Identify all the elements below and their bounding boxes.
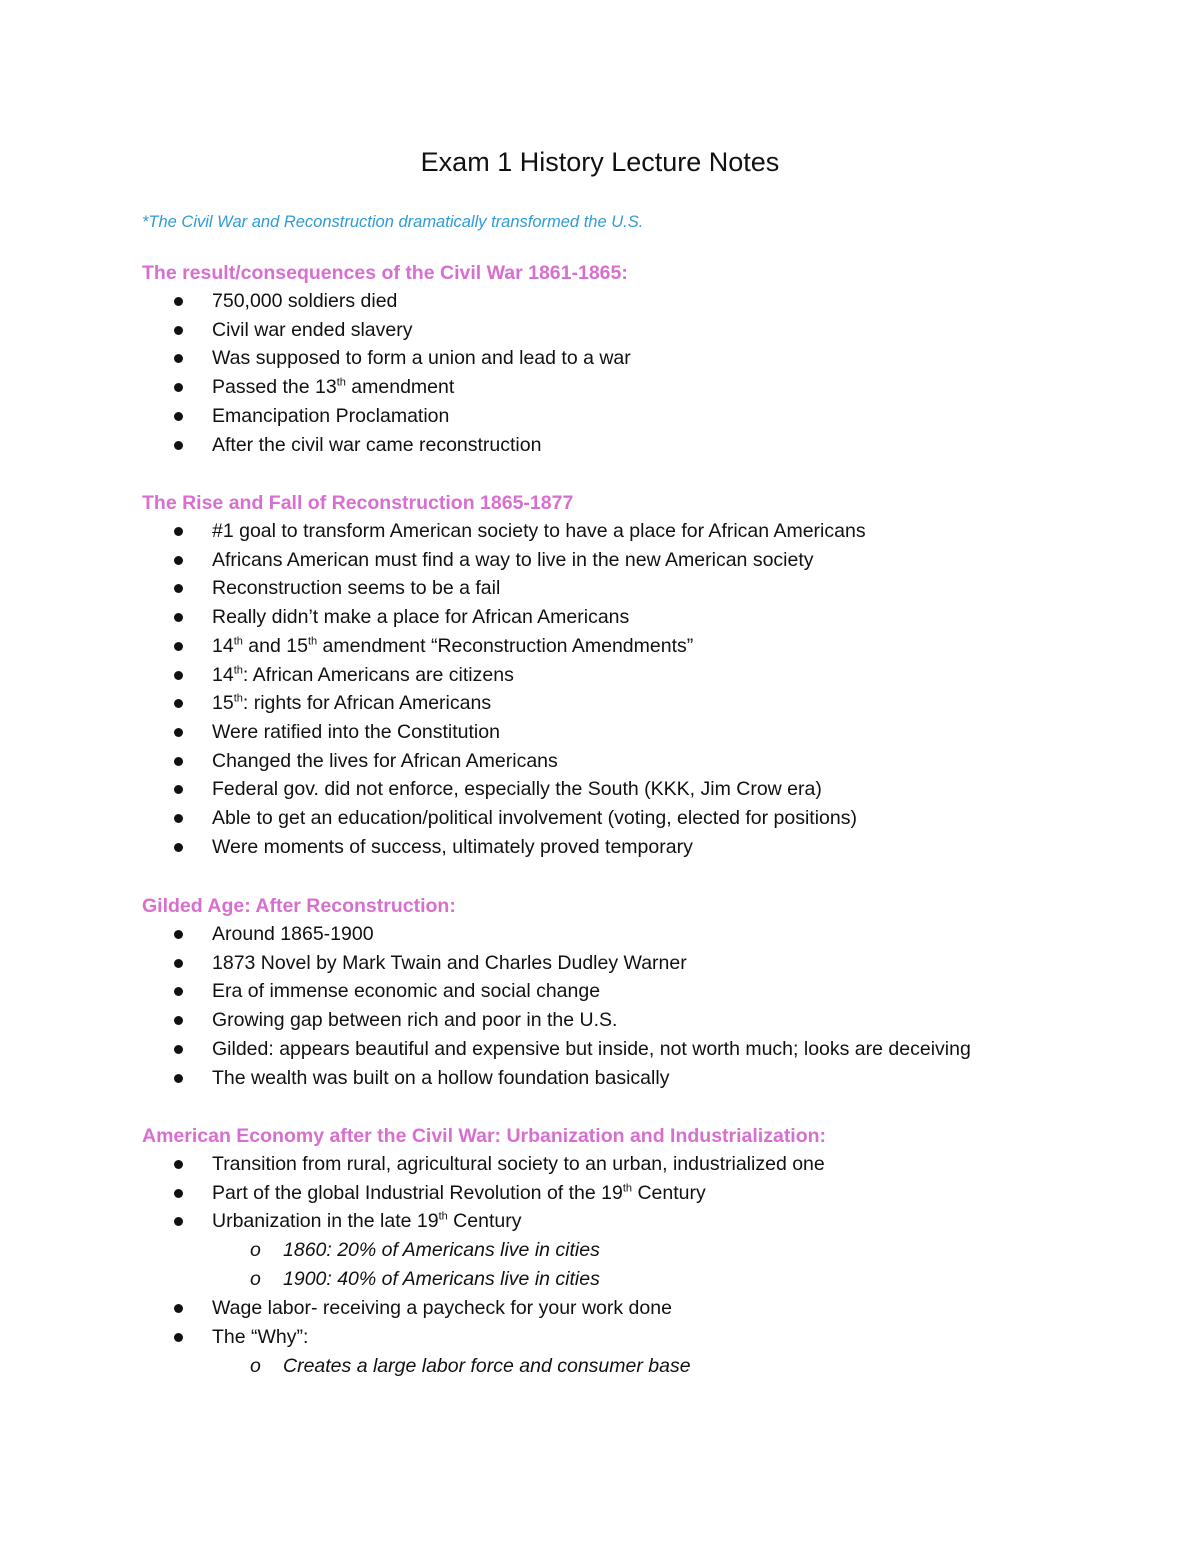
- section-civil-war-consequences: [142, 259, 1172, 459]
- list-item: Gilded: appears beautiful and expensive but inside, not worth much; looks are deceiving: [142, 1035, 1172, 1064]
- bullet-icon: [174, 1160, 183, 1169]
- list-item: 14th: African Americans are citizens: [142, 661, 1172, 690]
- list-item: Able to get an education/political involvement (voting, elected for positions): [142, 804, 1172, 833]
- list-item: Federal gov. did not enforce, especially the South (KKK, Jim Crow era): [142, 775, 1172, 804]
- list-item: Transition from rural, agricultural society to an urban, industrialized one: [142, 1150, 1172, 1179]
- bullet-icon: [174, 814, 183, 823]
- list-item: The wealth was built on a hollow foundation basically: [142, 1064, 1172, 1093]
- list-item: Changed the lives for African Americans: [142, 747, 1172, 776]
- list-item: #1 goal to transform American society to have a place for African Americans: [142, 517, 1172, 546]
- list-item: 15th: rights for African Americans: [142, 689, 1172, 718]
- bullet-icon: [174, 527, 183, 536]
- list-item: Part of the global Industrial Revolution of the 19th Century: [142, 1179, 1172, 1208]
- bullet-icon: [174, 1333, 183, 1342]
- list-item: Were moments of success, ultimately proved temporary: [142, 833, 1172, 862]
- bullet-icon: [174, 412, 183, 421]
- bullet-icon: [174, 757, 183, 766]
- bullet-list: [142, 1150, 1172, 1236]
- list-item: Urbanization in the late 19th Century: [142, 1207, 1172, 1236]
- sub-bullet-list: [142, 1236, 1172, 1294]
- list-item: Was supposed to form a union and lead to a war: [142, 344, 1172, 373]
- sub-list-item: o Creates a large labor force and consumer base: [142, 1352, 1172, 1381]
- list-item: 14th and 15th amendment “Reconstruction Amendments”: [142, 632, 1172, 661]
- bullet-list: [142, 920, 1172, 1092]
- sub-bullet-icon: o: [250, 1239, 261, 1262]
- bullet-icon: [174, 959, 183, 968]
- bullet-icon: [174, 1045, 183, 1054]
- bullet-icon: [174, 1074, 183, 1083]
- bullet-icon: [174, 354, 183, 363]
- bullet-icon: [174, 1217, 183, 1226]
- section-reconstruction: [142, 489, 1172, 861]
- section-heading: Gilded Age: After Reconstruction:: [142, 895, 456, 917]
- bullet-list: [142, 287, 1172, 459]
- sub-bullet-icon: o: [250, 1268, 261, 1291]
- section-gilded-age: [142, 892, 1172, 1092]
- bullet-icon: [174, 699, 183, 708]
- bullet-icon: [174, 642, 183, 651]
- bullet-list: [142, 1294, 1172, 1351]
- section-american-economy: [142, 1122, 1172, 1381]
- list-item: Civil war ended slavery: [142, 316, 1172, 345]
- sub-list-item: o 1860: 20% of Americans live in cities: [142, 1236, 1172, 1265]
- bullet-icon: [174, 1189, 183, 1198]
- list-item: 750,000 soldiers died: [142, 287, 1172, 316]
- bullet-icon: [174, 785, 183, 794]
- intro-note: *The Civil War and Reconstruction dramatically transformed the U.S.: [142, 213, 644, 231]
- bullet-icon: [174, 584, 183, 593]
- bullet-icon: [174, 383, 183, 392]
- section-heading: The result/consequences of the Civil War 1861-1865:: [142, 262, 628, 284]
- sub-list-item: o 1900: 40% of Americans live in cities: [142, 1265, 1172, 1294]
- list-item: Africans American must find a way to live in the new American society: [142, 546, 1172, 575]
- list-item: Passed the 13th amendment: [142, 373, 1172, 402]
- list-item: Growing gap between rich and poor in the U.S.: [142, 1006, 1172, 1035]
- bullet-icon: [174, 728, 183, 737]
- list-item: Reconstruction seems to be a fail: [142, 574, 1172, 603]
- bullet-icon: [174, 930, 183, 939]
- bullet-icon: [174, 441, 183, 450]
- bullet-icon: [174, 1016, 183, 1025]
- section-heading: American Economy after the Civil War: Urbanization and Industrialization:: [142, 1125, 827, 1147]
- bullet-list: [142, 517, 1172, 861]
- list-item: Really didn’t make a place for African Americans: [142, 603, 1172, 632]
- bullet-icon: [174, 987, 183, 996]
- list-item: After the civil war came reconstruction: [142, 431, 1172, 460]
- list-item: Emancipation Proclamation: [142, 402, 1172, 431]
- sub-bullet-icon: o: [250, 1354, 261, 1377]
- page-title: Exam 1 History Lecture Notes: [420, 147, 780, 177]
- sub-bullet-list: [142, 1352, 1172, 1381]
- bullet-icon: [174, 556, 183, 565]
- list-item: 1873 Novel by Mark Twain and Charles Dudley Warner: [142, 949, 1172, 978]
- list-item: Were ratified into the Constitution: [142, 718, 1172, 747]
- list-item: The “Why”:: [142, 1323, 1172, 1352]
- bullet-icon: [174, 613, 183, 622]
- bullet-icon: [174, 843, 183, 852]
- section-heading: The Rise and Fall of Reconstruction 1865-1877: [142, 492, 574, 514]
- bullet-icon: [174, 297, 183, 306]
- bullet-icon: [174, 671, 183, 680]
- bullet-icon: [174, 1304, 183, 1313]
- list-item: Around 1865-1900: [142, 920, 1172, 949]
- list-item: Wage labor- receiving a paycheck for your work done: [142, 1294, 1172, 1323]
- bullet-icon: [174, 326, 183, 335]
- list-item: Era of immense economic and social change: [142, 977, 1172, 1006]
